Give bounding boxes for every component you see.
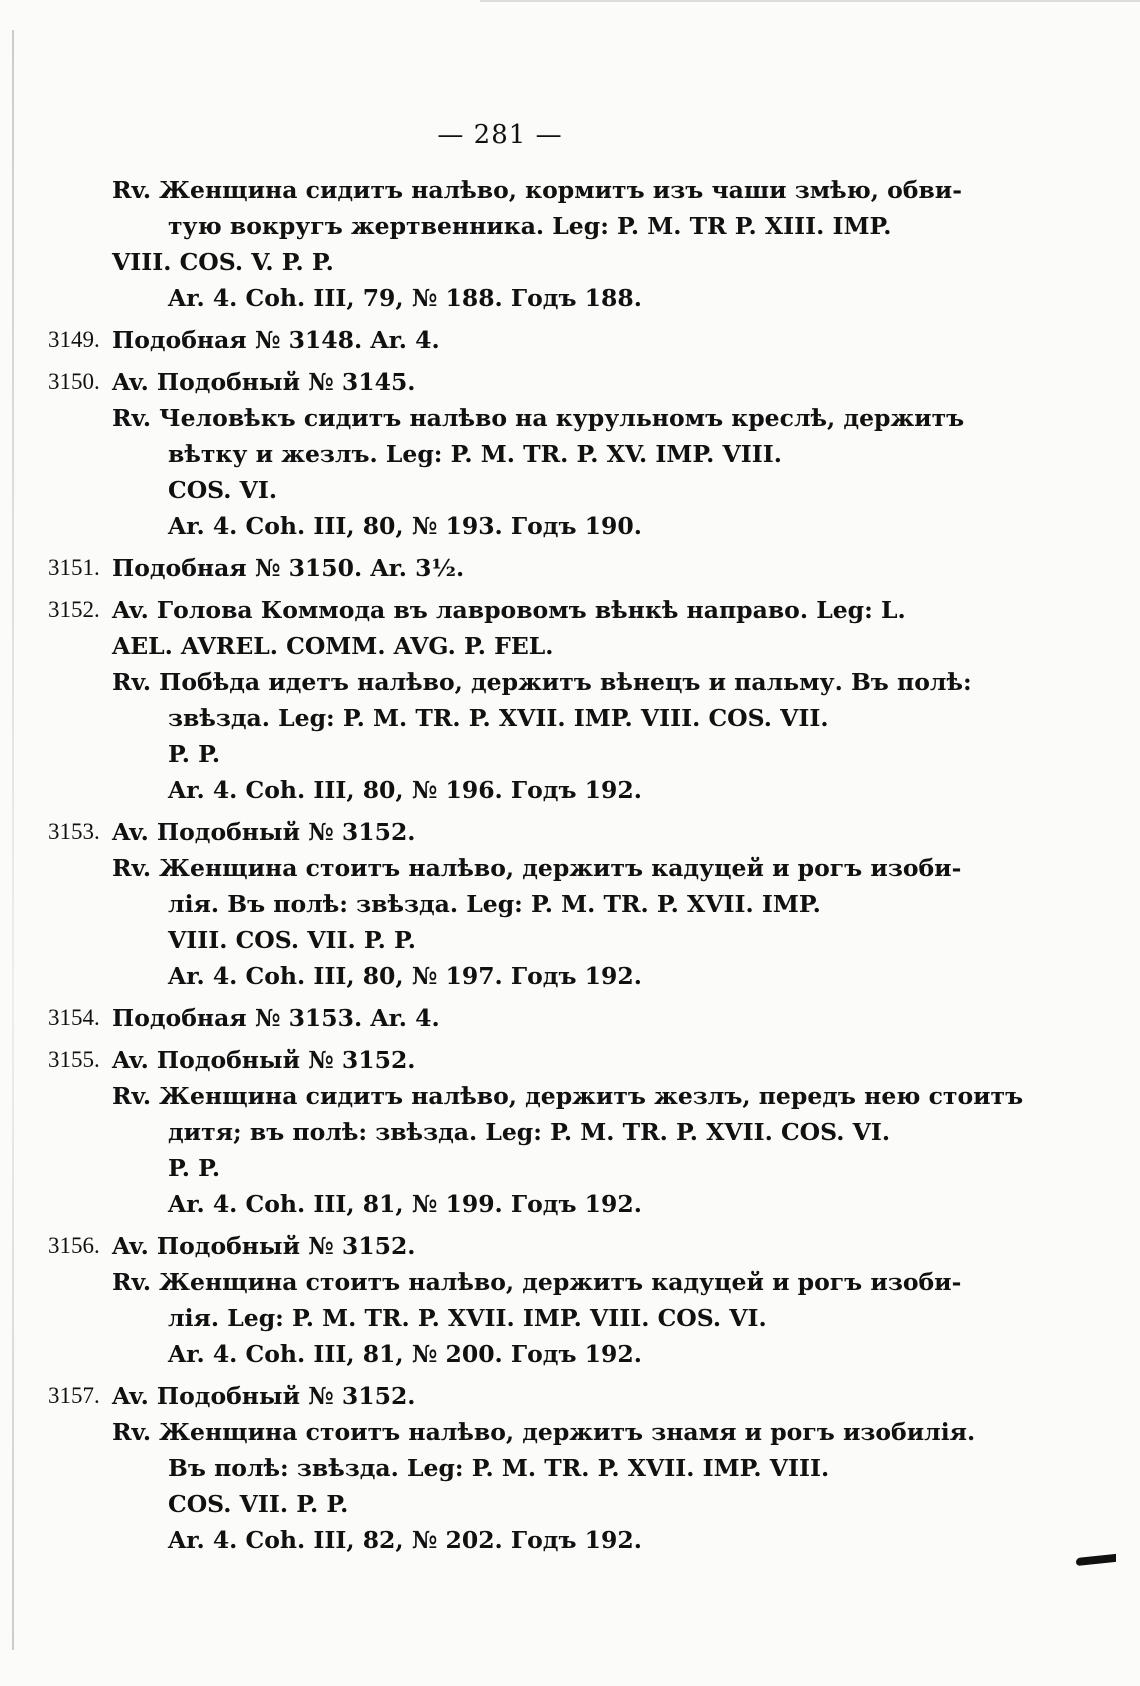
line-text: Av. Голова Коммода въ лавровомъ вѣнкѣ направо. Leg: L. <box>112 596 906 624</box>
line-text: Rv. Женщина стоитъ налѣво, держитъ кадуцей и рогъ изоби- <box>112 1268 962 1296</box>
line-text: Ar. 4. Coh. III, 80, № 197. Годъ 192. <box>168 962 642 990</box>
line-text: Ar. 4. Coh. III, 80, № 196. Годъ 192. <box>168 776 642 804</box>
text-line <box>48 1378 868 1414</box>
text-line <box>48 508 868 544</box>
text-line <box>48 592 906 628</box>
entry-number: 3152. <box>48 597 100 622</box>
text-line <box>48 364 868 400</box>
line-text: VIII. COS. V. P. P. <box>112 248 334 276</box>
text-line <box>48 1000 868 1036</box>
line-text: AEL. AVREL. COMM. AVG. P. FEL. <box>112 632 554 660</box>
entry-number: 3151. <box>48 555 100 580</box>
text-line <box>48 244 868 280</box>
line-text: COS. VII. P. P. <box>168 1490 349 1518</box>
entry-number: 3157. <box>48 1383 100 1408</box>
text-line <box>48 208 892 244</box>
entry-number: 3153. <box>48 819 100 844</box>
line-text: Въ полѣ: звѣзда. Leg: P. M. TR. P. XVII. IMP. VIII. <box>168 1454 830 1482</box>
line-text: Ar. 4. Coh. III, 81, № 199. Годъ 192. <box>168 1190 642 1218</box>
text-line <box>48 1078 1024 1114</box>
line-text: Ar. 4. Coh. III, 82, № 202. Годъ 192. <box>168 1526 642 1554</box>
text-line <box>48 472 868 508</box>
line-text: P. P. <box>168 1154 221 1182</box>
line-text: Ar. 4. Coh. III, 79, № 188. Годъ 188. <box>168 284 642 312</box>
entry-number: 3154. <box>48 1005 100 1030</box>
line-text: Rv. Женщина сидитъ налѣво, кормитъ изъ чаши змѣю, обви- <box>112 176 962 204</box>
line-text: Подобная № 3150. Ar. 3½. <box>112 554 465 582</box>
text-line <box>48 814 868 850</box>
text-line <box>48 736 868 772</box>
text-line <box>48 400 965 436</box>
text-line <box>48 922 868 958</box>
line-text: Av. Подобный № 3152. <box>112 1232 416 1260</box>
text-line <box>48 1414 976 1450</box>
text-line <box>48 280 868 316</box>
line-text: Rv. Женщина стоитъ налѣво, держитъ знамя и рогъ изобилія. <box>112 1418 976 1446</box>
text-line <box>48 1522 868 1558</box>
text-line <box>48 886 868 922</box>
entry-number: 3155. <box>48 1047 100 1072</box>
line-text: Av. Подобный № 3152. <box>112 818 416 846</box>
text-line <box>48 700 868 736</box>
text-line <box>48 1300 868 1336</box>
ink-mark <box>1076 1554 1116 1566</box>
line-text: лія. Leg: P. M. TR. P. XVII. IMP. VIII. COS. VI. <box>168 1304 767 1332</box>
line-text: Av. Подобный № 3145. <box>112 368 416 396</box>
line-text: лія. Въ полѣ: звѣзда. Leg: P. M. TR. P. XVII. IMP. <box>168 890 821 918</box>
text-line <box>48 1336 868 1372</box>
text-line <box>48 1450 868 1486</box>
text-line <box>48 1186 868 1222</box>
text-line <box>48 1264 962 1300</box>
line-text: Rv. Побѣда идетъ налѣво, держитъ вѣнецъ и пальму. Въ полѣ: <box>112 668 972 696</box>
text-line <box>48 1228 868 1264</box>
entry-number: 3149. <box>48 327 100 352</box>
text-line <box>48 628 868 664</box>
line-text: VIII. COS. VII. P. P. <box>168 926 416 954</box>
page-edge-line <box>12 30 14 1650</box>
text-line <box>48 958 868 994</box>
line-text: тую вокругъ жертвенника. Leg: P. M. TR P. XIII. IMP. <box>168 212 892 240</box>
line-text: Av. Подобный № 3152. <box>112 1046 416 1074</box>
text-line <box>48 1114 891 1150</box>
text-line <box>48 436 868 472</box>
line-text: Rv. Человѣкъ сидитъ налѣво на курульномъ креслѣ, держитъ <box>112 404 965 432</box>
text-line <box>48 1150 868 1186</box>
line-text: дитя; въ полѣ: звѣзда. Leg: P. M. TR. P. XVII. COS. VI. <box>168 1118 891 1146</box>
page-number: — 281 — <box>437 120 563 150</box>
entry-number: 3150. <box>48 369 100 394</box>
text-line <box>48 1042 868 1078</box>
text-line <box>48 172 962 208</box>
entry-number: 3156. <box>48 1233 100 1258</box>
line-text: вѣтку и жезлъ. Leg: P. M. TR. P. XV. IMP. VIII. <box>168 440 782 468</box>
text-line <box>48 1486 868 1522</box>
text-line <box>48 550 868 586</box>
text-line <box>48 664 972 700</box>
text-line <box>48 322 868 358</box>
line-text: Av. Подобный № 3152. <box>112 1382 416 1410</box>
line-text: звѣзда. Leg: P. M. TR. P. XVII. IMP. VIII. COS. VII. <box>168 704 829 732</box>
catalog-text <box>48 172 1024 1558</box>
line-text: Ar. 4. Coh. III, 81, № 200. Годъ 192. <box>168 1340 642 1368</box>
line-text: Rv. Женщина сидитъ налѣво, держитъ жезлъ, передъ нею стоитъ <box>112 1082 1024 1110</box>
line-text: Подобная № 3153. Ar. 4. <box>112 1004 440 1032</box>
line-text: Подобная № 3148. Ar. 4. <box>112 326 440 354</box>
line-text: COS. VI. <box>168 476 278 504</box>
line-text: Ar. 4. Coh. III, 80, № 193. Годъ 190. <box>168 512 642 540</box>
text-line <box>48 772 868 808</box>
line-text: Rv. Женщина стоитъ налѣво, держитъ кадуцей и рогъ изоби- <box>112 854 962 882</box>
text-line <box>48 850 962 886</box>
line-text: P. P. <box>168 740 221 768</box>
top-edge-rule <box>480 0 1140 2</box>
